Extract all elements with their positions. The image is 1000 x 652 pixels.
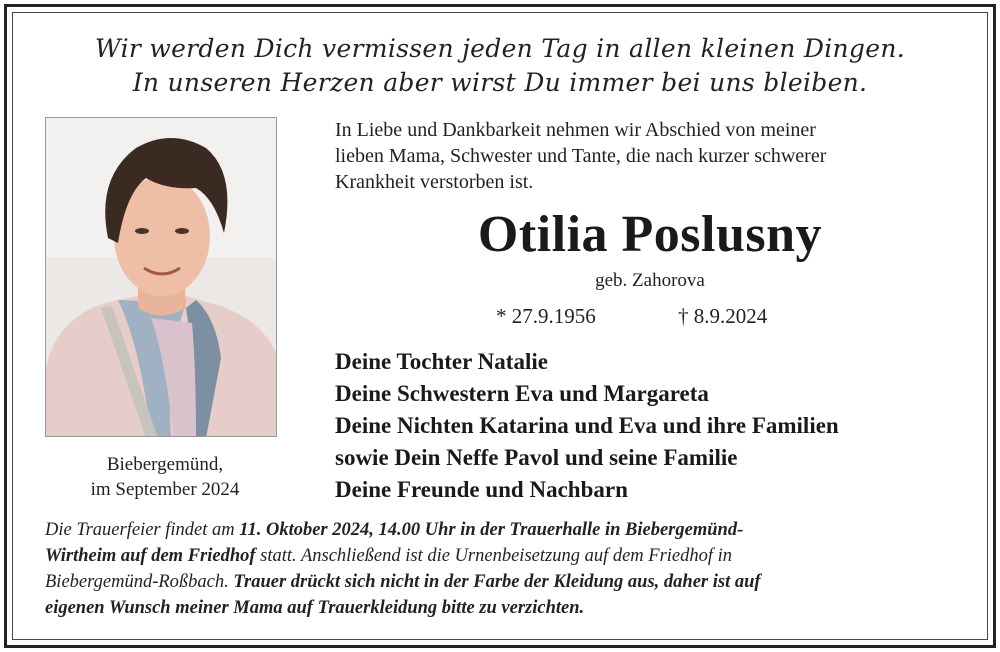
intro-line-3: Krankheit verstorben ist. [335,171,534,193]
death-date: † 8.9.2024 [678,304,768,328]
mourner-line: sowie Dein Neffe Pavol und seine Familie [335,445,738,470]
notice-line-1 [45,517,960,543]
maiden-name: geb. Zahorova [595,270,705,291]
mourner-line: Deine Nichten Katarina und Eva und ihre Familien [335,413,839,438]
notice-emphasis: Wirtheim auf dem Friedhof [45,546,256,566]
birth-date: * 27.9.1956 [496,304,596,328]
quote-line-2: In unseren Herzen aber wirst Du immer bei uns bleiben. [132,68,868,97]
mourner-line: Deine Schwestern Eva und Margareta [335,381,709,406]
notice-line-2 [45,543,960,569]
notice-line-3 [45,569,960,595]
mourner-line: Deine Freunde und Nachbarn [335,477,628,502]
notice-emphasis: 11. Oktober 2024, 14.00 Uhr in der Trauerhalle in Biebergemünd- [239,520,744,540]
place-line-2: im September 2024 [90,479,240,500]
notice-text: Biebergemünd-Roßbach. [45,572,234,592]
notice-text: statt. Anschließend ist die Urnenbeisetzung auf dem Friedhof in [255,546,733,566]
deceased-name: Otilia Poslusny [477,206,823,263]
notice-line-4 [45,595,960,621]
place-line-1: Biebergemünd, [106,454,224,475]
intro-line-2: lieben Mama, Schwester und Tante, die nach kurzer schwerer [335,145,827,167]
mourner-line: Deine Tochter Natalie [335,349,548,374]
portrait-photo [45,117,277,437]
notice-text: Die Trauerfeier findet am [45,520,240,540]
quote-line-1: Wir werden Dich vermissen jeden Tag in allen kleinen Dingen. [95,34,905,63]
intro-line-1: In Liebe und Dankbarkeit nehmen wir Abschied von meiner [335,119,816,141]
notice-emphasis: eigenen Wunsch meiner Mama auf Trauerkleidung bitte zu verzichten. [45,598,585,618]
notice-emphasis: Trauer drückt sich nicht in der Farbe der Kleidung aus, daher ist auf [233,572,761,592]
